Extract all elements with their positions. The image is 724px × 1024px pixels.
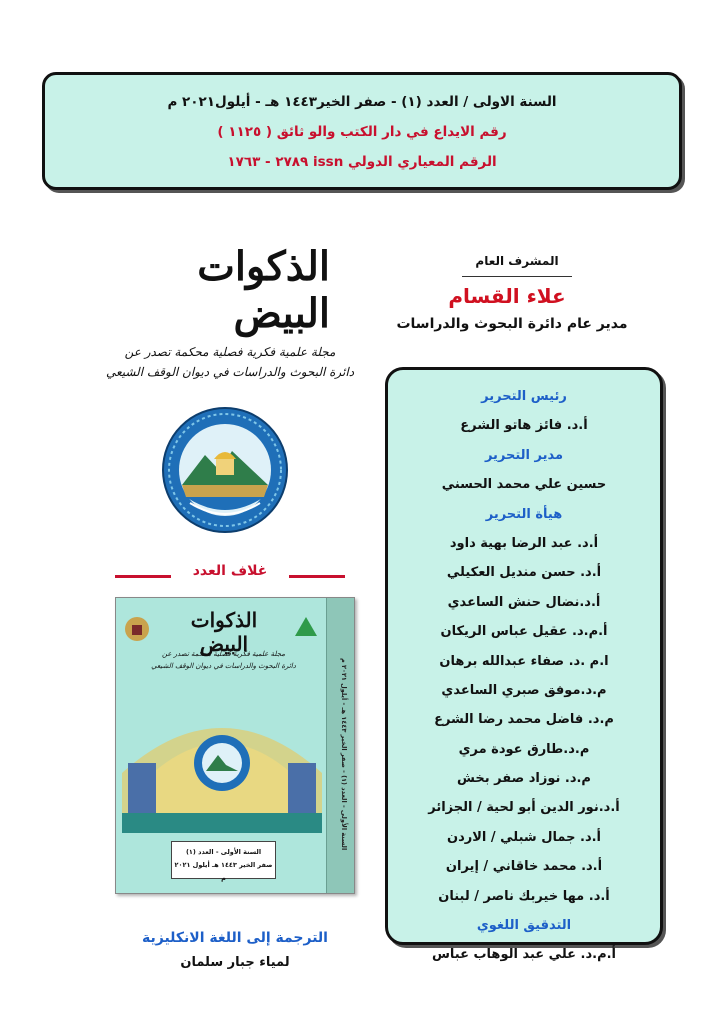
board-member-name: أ.م.د. عقيل عباس الريكان xyxy=(440,624,608,640)
cover-subtitle-2: دائرة البحوث والدراسات في ديوان الوقف الشيعي xyxy=(151,662,296,670)
cover-heading xyxy=(115,563,345,587)
board-member-name: أ.د. عبد الرضا بهية داود xyxy=(449,535,599,551)
board-member-name: ا.م .د. صفاء عبدالله برهان xyxy=(439,653,609,669)
board-member-name: م.د. نوزاد صفر بخش xyxy=(457,771,591,787)
cover-heading-rule-left xyxy=(115,575,171,578)
issue-cover-image xyxy=(115,597,355,894)
cover-spine xyxy=(326,598,354,893)
board-section-heading: التدقيق اللغوي xyxy=(476,918,572,934)
journal-subtitle-2: دائرة البحوث والدراسات في ديوان الوقف الشيعي xyxy=(105,365,355,379)
board-member-name: أ.م.د. علي عبد الوهاب عباس xyxy=(431,947,617,963)
board-member-name: م.د. فاضل محمد رضا الشرع xyxy=(434,712,614,728)
cover-label-line-2: صفر الخير ١٤٤٣ هـ أيلول ٢٠٢١ م xyxy=(174,861,273,882)
publication-info-box xyxy=(42,72,682,190)
board-member-name: م.د.طارق عودة مري xyxy=(458,741,590,757)
issn-number: الرقم المعياري الدولي issn ٢٧٨٩ - ١٧٦٣ xyxy=(227,154,497,170)
board-member-name: م.د.موفق صبري الساعدي xyxy=(441,682,607,698)
deposit-number: رقم الايداع في دار الكتب والو ثائق ( ١١٢٥ ) xyxy=(217,124,507,140)
board-member-name: حسين علي محمد الحسني xyxy=(441,477,607,493)
journal-subtitle-1: مجلة علمية فكرية فصلية محكمة تصدر عن xyxy=(124,345,336,359)
issue-info: السنة الاولى / العدد (١) - صفر الخير١٤٤٣ هـ - أيلول٢٠٢١ م xyxy=(167,94,557,110)
cover-title: الذكوات البيض xyxy=(190,608,258,656)
board-member-name: أ.د.نور الدين أبو لحية / الجزائر xyxy=(428,800,620,816)
cover-artwork xyxy=(122,693,322,833)
journal-title: الذكوات البيض xyxy=(197,243,330,337)
cover-issue-label xyxy=(171,841,276,882)
translator-name: لمياء جبار سلمان xyxy=(180,955,290,970)
cover-left-logo-icon xyxy=(124,616,150,642)
journal-emblem-icon xyxy=(160,405,290,535)
cover-heading-label: غلاف العدد xyxy=(192,563,268,579)
cover-heading-rule-right xyxy=(289,575,345,578)
board-member-name: أ.د.نضال حنش الساعدي xyxy=(447,594,601,610)
board-section-heading: رئيس التحرير xyxy=(481,389,567,404)
cover-front xyxy=(116,598,328,893)
board-section-heading: هيأة التحرير xyxy=(485,506,563,522)
supervisor-title: المشرف العام xyxy=(475,254,559,268)
cover-spine-text: السنة الأولى - العدد (١) - صفر الخير ١٤٤٣ هـ - أيلول ٢٠٢١ م xyxy=(340,658,348,851)
board-member-name: أ.د. محمد خاقاني / إيران xyxy=(445,859,603,875)
board-member-name: أ.د. حسن منديل العكيلي xyxy=(446,565,602,581)
board-member-name: أ.د. جمال شبلي / الاردن xyxy=(446,829,602,845)
translation-title: الترجمة إلى اللغة الانكليزية xyxy=(142,930,328,946)
cover-label-line-1: السنة الأولى - العدد (١) xyxy=(185,848,262,856)
journal-logo xyxy=(130,243,330,337)
board-member-name: أ.د. مها خيربك ناصر / لبنان xyxy=(438,888,610,904)
supervisor-divider xyxy=(462,276,572,277)
cover-subtitle-1: مجلة علمية فكرية فصلية محكمة تصدر عن xyxy=(162,650,285,658)
supervisor-name: علاء القسام xyxy=(448,284,566,308)
board-member-name: أ.د. فائز هاتو الشرع xyxy=(460,418,588,434)
board-section-heading: مدير التحرير xyxy=(484,447,564,463)
cover-right-logo-icon xyxy=(292,614,320,642)
supervisor-role: مدير عام دائرة البحوث والدراسات xyxy=(396,316,628,332)
editorial-board-box xyxy=(385,367,663,963)
